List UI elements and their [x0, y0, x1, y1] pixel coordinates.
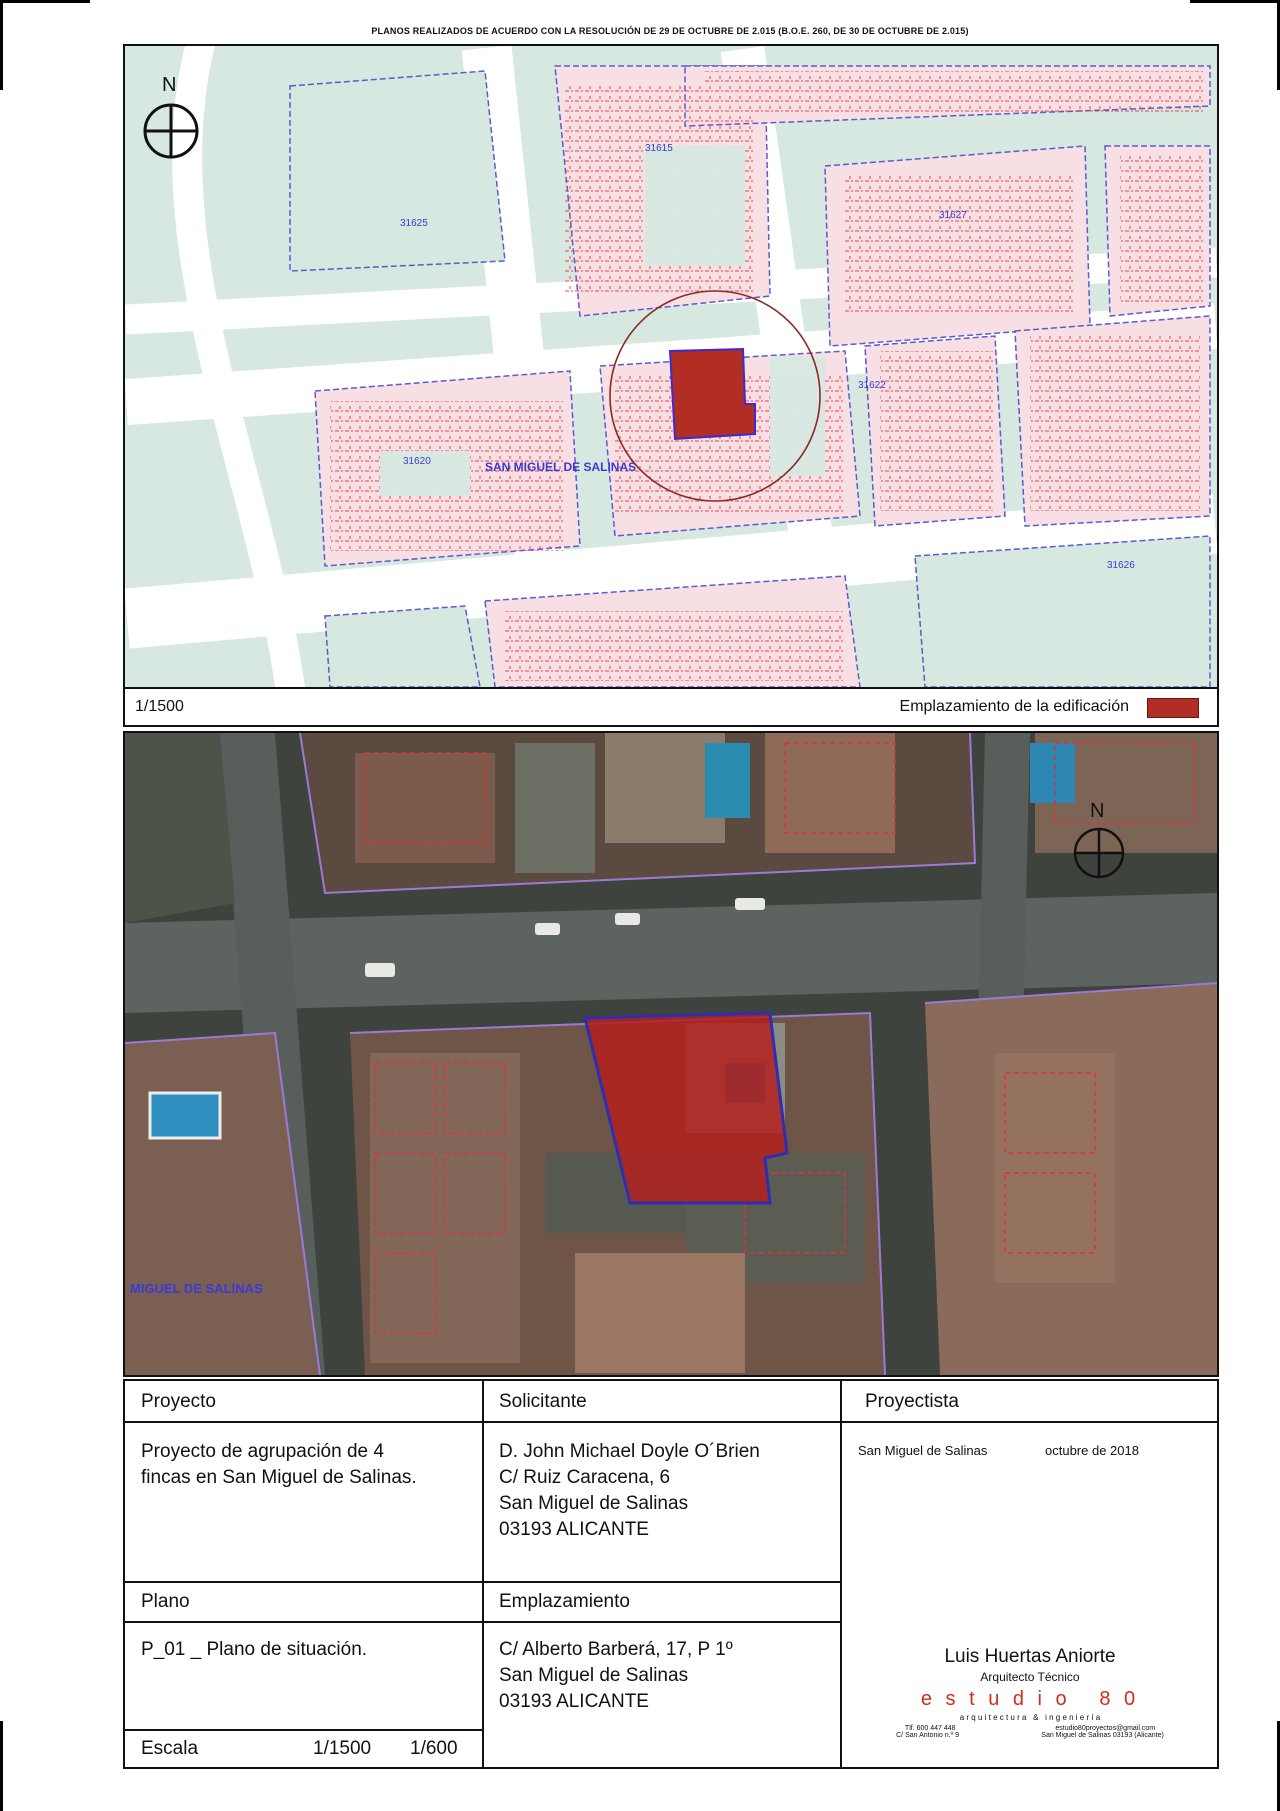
- svg-text:31625: 31625: [400, 218, 428, 229]
- plano-value: P_01 _ Plano de situación.: [141, 1639, 368, 1660]
- proyectista-place: San Miguel de Salinas: [858, 1443, 988, 1458]
- solicitante-header: Solicitante: [499, 1391, 587, 1412]
- studio-logo: e s t u d i o 8 0: [920, 1688, 1140, 1710]
- architect-name: Luis Huertas Aniorte: [944, 1646, 1116, 1667]
- title-block: [123, 1379, 1219, 1769]
- svg-text:31620: 31620: [403, 456, 431, 467]
- header-note: PLANOS REALIZADOS DE ACUERDO CON LA RESOLUCIÓN DE 29 DE OCTUBRE DE 2.015 (B.O.E. 260, DE 30 DE OCTUBRE DE 2.015): [371, 26, 969, 36]
- svg-text:31615: 31615: [645, 143, 673, 154]
- crop-mark: [0, 0, 90, 3]
- scale-strip: [123, 689, 1219, 727]
- solicitante-details: D. John Michael Doyle O´Brien C/ Ruiz Caracena, 6 San Miguel de Salinas 03193 ALICANTE: [499, 1441, 760, 1540]
- proyecto-description: Proyecto de agrupación de 4 fincas en San Miguel de Salinas.: [141, 1441, 417, 1488]
- studio-subtitle: a r q u i t e c t u r a & i n g e n i e r í a: [959, 1713, 1101, 1722]
- svg-text:31626: 31626: [1107, 560, 1135, 571]
- architect-stamp: [855, 1646, 1205, 1764]
- proyectista-header: Proyectista: [865, 1391, 959, 1412]
- aerial-photo: [123, 731, 1219, 1377]
- svg-text:N: N: [162, 74, 177, 96]
- photo-town-label: MIGUEL DE SALINAS: [130, 1281, 263, 1296]
- architect-title: Arquitecto Técnico: [980, 1670, 1080, 1684]
- escala-value-1: 1/1500: [313, 1738, 372, 1759]
- escala-value-2: 1/600: [410, 1738, 458, 1759]
- legend-label: Emplazamiento de la edificación: [899, 698, 1129, 715]
- emplazamiento-header: Emplazamiento: [499, 1591, 630, 1612]
- studio-address: C/ San Antonio n.º 9: [896, 1732, 960, 1739]
- escala-header: Escala: [141, 1738, 199, 1759]
- scale-label: 1/1500: [135, 698, 184, 715]
- crop-mark: [1190, 0, 1280, 3]
- plano-header: Plano: [141, 1591, 190, 1612]
- svg-text:N: N: [1090, 800, 1105, 822]
- town-label: SAN MIGUEL DE SALINAS: [485, 460, 637, 474]
- proyecto-header: Proyecto: [141, 1391, 216, 1412]
- studio-email: estudio80proyectos@gmail.com: [1055, 1725, 1156, 1732]
- cadastral-map: [123, 44, 1219, 689]
- studio-phone: Tlf. 600 447 448: [904, 1725, 956, 1732]
- proyectista-date: octubre de 2018: [1045, 1443, 1139, 1458]
- svg-text:31627: 31627: [939, 210, 967, 221]
- svg-text:31622: 31622: [858, 380, 886, 391]
- crop-mark: [0, 0, 3, 90]
- crop-mark: [0, 1721, 3, 1811]
- emplazamiento-details: C/ Alberto Barberá, 17, P 1º San Miguel de Salinas 03193 ALICANTE: [499, 1639, 733, 1712]
- studio-city: San Miguel de Salinas 03193 (Alicante): [1041, 1732, 1164, 1739]
- legend-swatch: [1147, 698, 1199, 718]
